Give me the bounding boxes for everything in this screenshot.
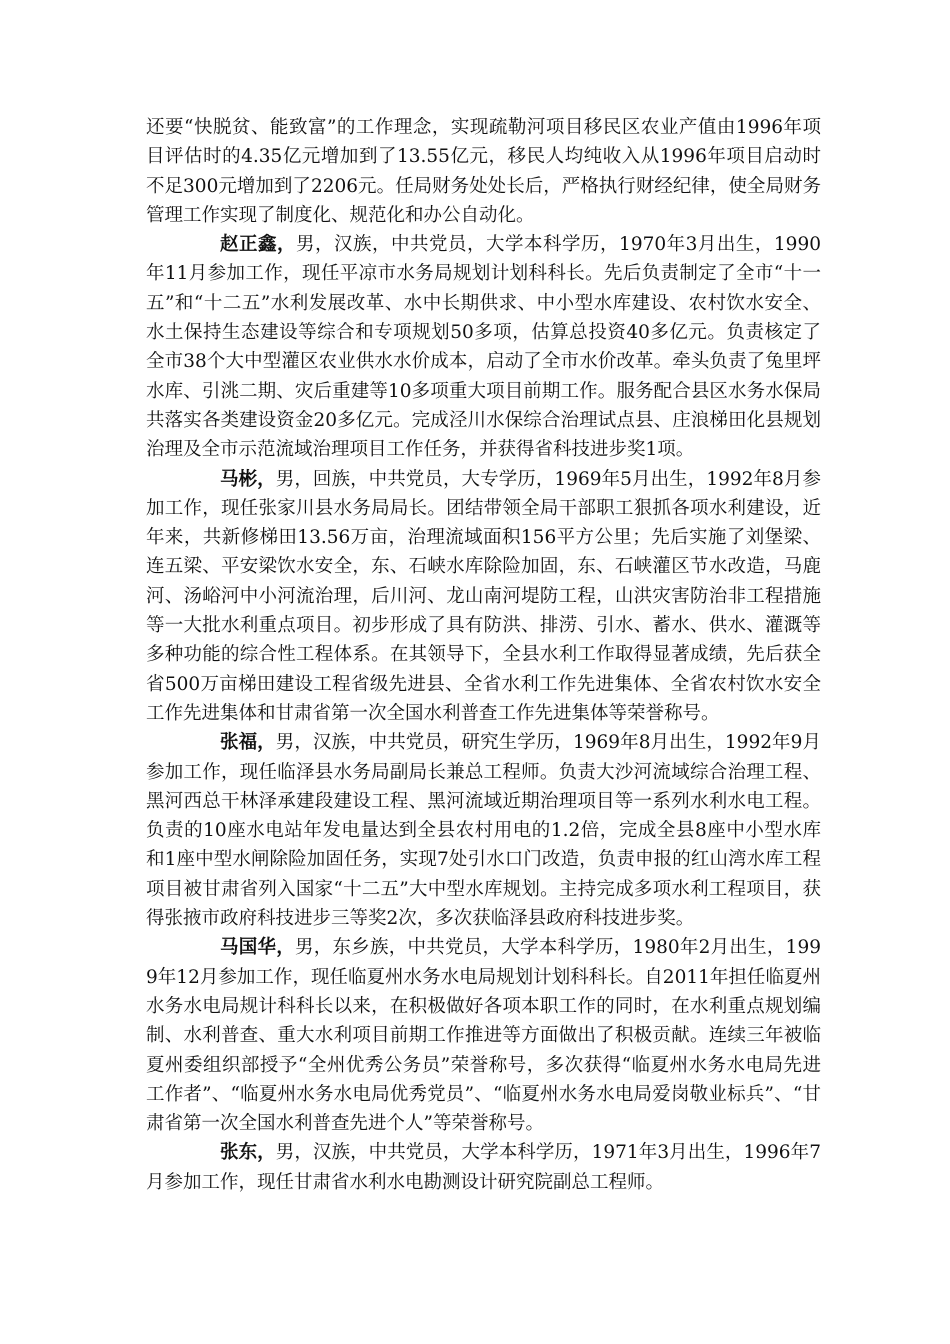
paragraph-text: 男，汉族，中共党员，大学本科学历，1971年3月出生，1996年7月参加工作，现任甘肃省水利水电勘测设计研究院副总工程师。 (146, 1142, 821, 1193)
paragraph-text: 男，汉族，中共党员，研究生学历，1969年8月出生，1992年9月参加工作，现任临泽县水务局副局长兼总工程师。负责大沙河流域综合治理工程、黑河西总干林泽承建段建设工程、黑河流域近期治理项目等一系列水利水电工程。负责的10座水电站年发电量达到全县农村用电的1.2倍，完成全县8座中小型水库和1座中型水闸除险加固任务，实现7处引水口门改造，负责申报的红山湾水库工程项目被甘肃省列入国家“十二五”大中型水库规划。主持完成多项水利工程项目，获得张掖市政府科技进步三等奖2次，多次获临泽县政府科技进步奖。 (146, 732, 821, 930)
paragraph-text: 男，汉族，中共党员，大学本科学历，1970年3月出生，1990年11月参加工作，现任平凉市水务局规划计划科科长。先后负责制定了全市“十一五”和“十二五”水利发展改革、水中长期供求、中小型水库建设、农村饮水安全、水土保持生态建设等综合和专项规划50多项，估算总投资40多亿元。负责核定了全市38个大中型灌区农业供水水价成本，启动了全市水价改革。牵头负责了兔里坪水库、引洮二期、灾后重建等10多项重大项目前期工作。服务配合县区水务水保局共落实各类建设资金20多亿元。完成泾川水保综合治理试点县、庄浪梯田化县规划治理及全市示范流域治理项目工作任务，并获得省科技进步奖1项。 (146, 234, 821, 461)
profile-zhao-zhengxin (146, 230, 821, 464)
person-name: 赵正鑫， (220, 234, 297, 256)
profile-zhang-dong (146, 1138, 821, 1197)
paragraph-continuation (146, 113, 821, 230)
person-name: 马国华， (220, 937, 296, 959)
paragraph-text: 还要“快脱贫、能致富”的工作理念，实现疏勒河项目移民区农业产值由1996年项目评估时的4.35亿元增加到了13.55亿元，移民人均纯收入从1996年项目启动时不足300元增加到了2206元。任局财务处处长后，严格执行财经纪律，使全局财务管理工作实现了制度化、规范化和办公自动化。 (146, 117, 821, 226)
person-name: 张东， (220, 1142, 276, 1164)
profile-ma-guohua (146, 933, 821, 1138)
profile-zhang-fu (146, 728, 821, 933)
person-name: 马彬， (220, 468, 276, 490)
paragraph-text: 男，回族，中共党员，大专学历，1969年5月出生，1992年8月参加工作，现任张家川县水务局局长。团结带领全局干部职工狠抓各项水利建设，近年来，共新修梯田13.56万亩，治理流域面积156平方公里；先后实施了刘堡梁、连五梁、平安梁饮水安全，东、石峡水库除险加固，东、石峡灌区节水改造，马鹿河、汤峪河中小河流治理，后川河、龙山南河堤防工程，山洪灾害防治非工程措施等一大批水利重点项目。初步形成了具有防洪、排涝、引水、蓄水、供水、灌溉等多种功能的综合性工程体系。在其领导下，全县水利工作取得显著成绩，先后获全省500万亩梯田建设工程省级先进县、全省水利工作先进集体、全省农村饮水安全工作先进集体和甘肃省第一次全国水利普查工作先进集体等荣誉称号。 (146, 468, 821, 724)
document-page (146, 113, 821, 1197)
paragraph-text: 男，东乡族，中共党员，大学本科学历，1980年2月出生，1999年12月参加工作，现任临夏州水务水电局规划计划科科长。自2011年担任临夏州水务水电局规计科科长以来，在积极做好各项本职工作的同时，在水利重点规划编制、水利普查、重大水利项目前期工作推进等方面做出了积极贡献。连续三年被临夏州委组织部授予“全州优秀公务员”荣誉称号，多次获得“临夏州水务水电局先进工作者”、“临夏州水务水电局优秀党员”、“临夏州水务水电局爱岗敬业标兵”、“甘肃省第一次全国水利普查先进个人”等荣誉称号。 (146, 937, 821, 1135)
profile-ma-bin (146, 465, 821, 729)
person-name: 张福， (220, 732, 276, 754)
